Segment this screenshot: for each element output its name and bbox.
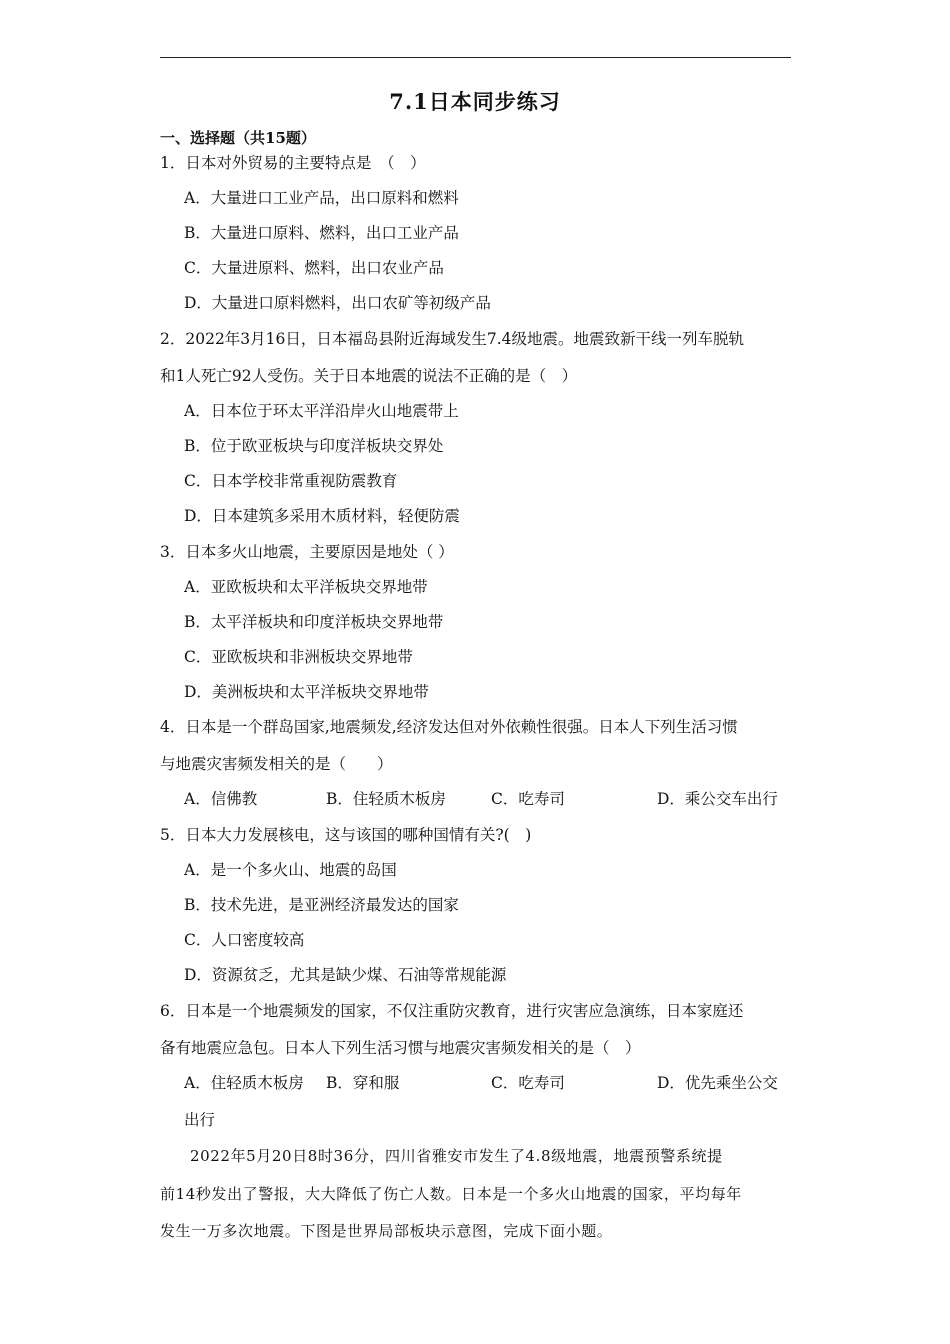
question-1-option-d: D．大量进口原料燃料，出口农矿等初级产品 bbox=[184, 294, 491, 312]
question-2-stem-line-1: 2．2022年3月16日，日本福岛县附近海域发生7.4级地震。地震致新干线一列车脱轨 bbox=[160, 330, 745, 348]
question-3-stem: 3．日本多火山地震，主要原因是地处（ ） bbox=[160, 543, 454, 561]
question-5-option-d: D．资源贫乏，尤其是缺少煤、石油等常规能源 bbox=[184, 966, 507, 984]
question-4-options-row bbox=[0, 789, 950, 809]
question-6-option-a: A．住轻质木板房 bbox=[184, 1074, 304, 1092]
question-3-option-c: C．亚欧板块和非洲板块交界地带 bbox=[184, 648, 413, 666]
question-5-option-a: A．是一个多火山、地震的岛国 bbox=[184, 861, 397, 879]
passage-line-2: 前14秒发出了警报，大大降低了伤亡人数。日本是一个多火山地震的国家，平均每年 bbox=[160, 1185, 742, 1203]
header-rule bbox=[160, 57, 791, 58]
question-3-option-a: A．亚欧板块和太平洋板块交界地带 bbox=[184, 578, 428, 596]
question-6-option-b: B．穿和服 bbox=[326, 1074, 400, 1092]
question-6-option-d: D．优先乘坐公交 bbox=[657, 1074, 778, 1092]
question-2-option-d: D．日本建筑多采用木质材料，轻便防震 bbox=[184, 507, 460, 525]
page-title: 7.1日本同步练习 bbox=[389, 89, 561, 114]
question-5-stem: 5．日本大力发展核电，这与该国的哪种国情有关?( ) bbox=[160, 826, 532, 844]
question-6-option-c: C．吃寿司 bbox=[491, 1074, 565, 1092]
question-4-stem-line-2: 与地震灾害频发相关的是（ ） bbox=[160, 755, 393, 773]
question-1-option-a: A．大量进口工业产品，出口原料和燃料 bbox=[184, 189, 459, 207]
question-1-stem: 1．日本对外贸易的主要特点是 （ ） bbox=[160, 154, 426, 172]
question-5-option-b: B．技术先进，是亚洲经济最发达的国家 bbox=[184, 896, 459, 914]
question-2-option-c: C．日本学校非常重视防震教育 bbox=[184, 472, 398, 490]
question-6-stem-line-1: 6．日本是一个地震频发的国家，不仅注重防灾教育，进行灾害应急演练，日本家庭还 bbox=[160, 1002, 744, 1020]
question-2-stem-line-2: 和1人死亡92人受伤。关于日本地震的说法不正确的是（ ） bbox=[160, 367, 578, 385]
passage-line-1: 2022年5月20日8时36分，四川省雅安市发生了4.8级地震，地震预警系统提 bbox=[190, 1147, 723, 1165]
question-5-option-c: C．人口密度较高 bbox=[184, 931, 305, 949]
question-6-options-row bbox=[0, 1073, 950, 1093]
section-heading: 一、选择题（共15题） bbox=[160, 129, 316, 147]
question-6-stem-line-2: 备有地震应急包。日本人下列生活习惯与地震灾害频发相关的是（ ） bbox=[160, 1039, 641, 1057]
question-3-option-d: D．美洲板块和太平洋板块交界地带 bbox=[184, 683, 429, 701]
question-4-option-d: D．乘公交车出行 bbox=[657, 790, 778, 808]
question-2-option-b: B．位于欧亚板块与印度洋板块交界处 bbox=[184, 437, 444, 455]
question-6-option-d-continued: 出行 bbox=[184, 1111, 216, 1129]
passage-line-3: 发生一万多次地震。下图是世界局部板块示意图，完成下面小题。 bbox=[160, 1222, 613, 1240]
question-4-option-c: C．吃寿司 bbox=[491, 790, 565, 808]
question-2-option-a: A．日本位于环太平洋沿岸火山地震带上 bbox=[184, 402, 459, 420]
question-4-stem-line-1: 4．日本是一个群岛国家,地震频发,经济发达但对外依赖性很强。日本人下列生活习惯 bbox=[160, 718, 738, 736]
question-1-option-b: B．大量进口原料、燃料，出口工业产品 bbox=[184, 224, 459, 242]
question-1-option-c: C．大量进原料、燃料，出口农业产品 bbox=[184, 259, 444, 277]
question-4-option-b: B．住轻质木板房 bbox=[326, 790, 446, 808]
question-4-option-a: A．信佛教 bbox=[184, 790, 258, 808]
question-3-option-b: B．太平洋板块和印度洋板块交界地带 bbox=[184, 613, 444, 631]
